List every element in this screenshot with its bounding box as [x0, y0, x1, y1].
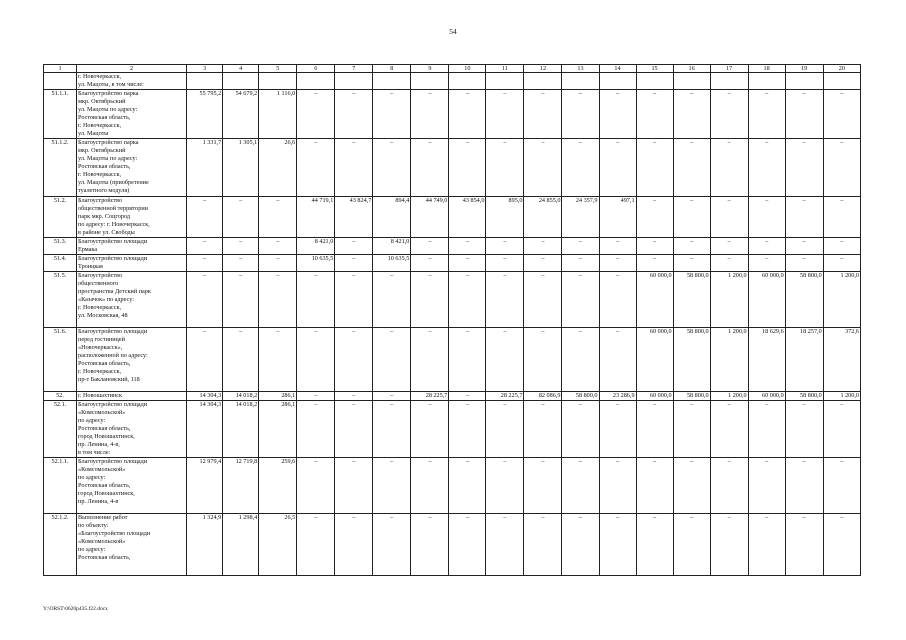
value-cell: –	[373, 392, 411, 401]
table-row	[44, 90, 861, 139]
value-cell: –	[524, 272, 562, 328]
value-cell: 14 304,3	[187, 392, 223, 401]
value-cell: –	[411, 238, 449, 255]
value-cell: –	[599, 328, 636, 392]
value-cell: –	[449, 392, 486, 401]
value-cell: –	[223, 272, 259, 328]
table-row	[44, 514, 861, 576]
value-cell: –	[411, 401, 449, 458]
column-number-cell: 12	[524, 65, 562, 73]
value-cell: –	[335, 238, 373, 255]
value-cell: 1 298,4	[223, 514, 259, 576]
row-number-cell: 51.5.	[44, 272, 77, 328]
row-number-cell: 52.1.1.	[44, 458, 77, 514]
description-cell: Благоустройство площади Ермака	[77, 238, 187, 255]
value-cell: –	[673, 197, 710, 238]
row-number-cell: 52.	[44, 392, 77, 401]
value-cell: –	[297, 272, 335, 328]
value-cell: 58 800,0	[562, 392, 599, 401]
column-number-cell: 9	[411, 65, 449, 73]
value-cell: 497,1	[599, 197, 636, 238]
value-cell: –	[411, 272, 449, 328]
description-cell: Благоустройство парка мкр. Октябрьский ул. Мацоты по адресу: Ростовская область, г. Новочеркасск, ул. Мацоты (приобретение туалетного модуля)	[77, 139, 187, 197]
value-cell	[223, 73, 259, 90]
value-cell	[748, 73, 785, 90]
value-cell: –	[449, 255, 486, 272]
value-cell	[297, 73, 335, 90]
value-cell: –	[335, 458, 373, 514]
column-number-cell: 3	[187, 65, 223, 73]
value-cell: 55 795,2	[187, 90, 223, 139]
value-cell: –	[335, 90, 373, 139]
value-cell: –	[486, 401, 524, 458]
column-number-cell: 19	[785, 65, 823, 73]
value-cell: 14 304,3	[187, 401, 223, 458]
value-cell: 60 000,0	[636, 272, 673, 328]
row-number-cell	[44, 73, 77, 90]
value-cell: –	[562, 139, 599, 197]
value-cell: 1 200,0	[710, 392, 748, 401]
value-cell: 12 719,8	[223, 458, 259, 514]
value-cell: –	[524, 514, 562, 576]
value-cell: 60 000,0	[636, 392, 673, 401]
value-cell: –	[335, 392, 373, 401]
value-cell: –	[223, 328, 259, 392]
description-cell: г. Новочеркасск, ул. Мацоты, в том числе:	[77, 73, 187, 90]
value-cell: –	[823, 197, 860, 238]
value-cell	[335, 73, 373, 90]
value-cell: –	[411, 328, 449, 392]
value-cell: 10 635,5	[297, 255, 335, 272]
value-cell: –	[710, 90, 748, 139]
description-cell: Благоустройство площади «Комсомольской» по адресу: Ростовская область, город Новошахтинск, пр. Ленина, 4-в, в том числе:	[77, 401, 187, 458]
value-cell	[373, 73, 411, 90]
value-cell: –	[335, 328, 373, 392]
value-cell: –	[486, 514, 524, 576]
value-cell: –	[297, 514, 335, 576]
value-cell: –	[562, 90, 599, 139]
value-cell: –	[373, 272, 411, 328]
value-cell: 1 200,0	[710, 272, 748, 328]
row-number-cell: 51.2.	[44, 197, 77, 238]
value-cell: 24 855,0	[524, 197, 562, 238]
value-cell: 14 018,2	[223, 401, 259, 458]
value-cell: –	[259, 255, 297, 272]
value-cell: –	[486, 272, 524, 328]
value-cell: 1 331,7	[187, 139, 223, 197]
row-number-cell: 51.3.	[44, 238, 77, 255]
value-cell: –	[187, 255, 223, 272]
value-cell: –	[785, 139, 823, 197]
value-cell: –	[636, 255, 673, 272]
column-number-cell: 1	[44, 65, 77, 73]
column-number-cell: 6	[297, 65, 335, 73]
table-row	[44, 139, 861, 197]
value-cell: –	[411, 90, 449, 139]
value-cell: –	[373, 458, 411, 514]
description-cell: г. Новошахтинск	[77, 392, 187, 401]
value-cell: –	[636, 139, 673, 197]
value-cell: –	[823, 238, 860, 255]
page-number: 54	[449, 27, 457, 36]
value-cell: –	[599, 458, 636, 514]
value-cell: –	[636, 238, 673, 255]
value-cell: –	[335, 139, 373, 197]
value-cell: –	[187, 272, 223, 328]
table-row	[44, 272, 861, 328]
value-cell: –	[373, 401, 411, 458]
value-cell: –	[785, 197, 823, 238]
value-cell: –	[524, 90, 562, 139]
column-number-cell: 17	[710, 65, 748, 73]
value-cell	[259, 73, 297, 90]
value-cell: –	[297, 139, 335, 197]
value-cell: 1 305,1	[223, 139, 259, 197]
value-cell: –	[748, 255, 785, 272]
value-cell: –	[673, 139, 710, 197]
value-cell: 1 200,0	[823, 392, 860, 401]
column-number-cell: 10	[449, 65, 486, 73]
row-number-cell: 51.4.	[44, 255, 77, 272]
value-cell: –	[599, 514, 636, 576]
value-cell: –	[673, 238, 710, 255]
value-cell: 54 679,2	[223, 90, 259, 139]
value-cell: –	[673, 255, 710, 272]
value-cell: –	[673, 90, 710, 139]
value-cell: –	[335, 401, 373, 458]
value-cell: –	[673, 514, 710, 576]
column-number-cell: 2	[77, 65, 187, 73]
value-cell: –	[748, 238, 785, 255]
value-cell: –	[562, 458, 599, 514]
table-row	[44, 197, 861, 238]
value-cell: –	[486, 458, 524, 514]
value-cell	[562, 73, 599, 90]
value-cell: –	[562, 238, 599, 255]
value-cell	[187, 73, 223, 90]
table-row	[44, 401, 861, 458]
value-cell	[411, 73, 449, 90]
value-cell: –	[524, 458, 562, 514]
value-cell: –	[710, 514, 748, 576]
value-cell: 1 116,0	[259, 90, 297, 139]
value-cell: –	[449, 139, 486, 197]
value-cell: –	[486, 238, 524, 255]
value-cell: –	[411, 255, 449, 272]
value-cell	[710, 73, 748, 90]
column-number-cell: 14	[599, 65, 636, 73]
table-row	[44, 73, 861, 90]
value-cell: –	[823, 401, 860, 458]
value-cell: –	[524, 255, 562, 272]
value-cell: 60 000,0	[748, 392, 785, 401]
value-cell	[449, 73, 486, 90]
value-cell: –	[486, 255, 524, 272]
value-cell: –	[710, 255, 748, 272]
value-cell: –	[486, 328, 524, 392]
value-cell: –	[411, 514, 449, 576]
value-cell: –	[710, 139, 748, 197]
budget-table	[43, 64, 861, 576]
value-cell: –	[599, 255, 636, 272]
value-cell: –	[297, 328, 335, 392]
value-cell: –	[259, 197, 297, 238]
column-number-cell: 5	[259, 65, 297, 73]
row-number-cell: 51.1.1.	[44, 90, 77, 139]
value-cell: –	[486, 139, 524, 197]
column-number-cell: 15	[636, 65, 673, 73]
value-cell: 894,4	[373, 197, 411, 238]
value-cell: –	[524, 139, 562, 197]
value-cell: 43 854,0	[449, 197, 486, 238]
value-cell: –	[823, 514, 860, 576]
value-cell: –	[785, 401, 823, 458]
value-cell: –	[562, 328, 599, 392]
column-number-cell: 13	[562, 65, 599, 73]
description-cell: Благоустройство общественного пространства Детский парк «Казачок» по адресу: г. Новочеркасск, ул. Московская, 48	[77, 272, 187, 328]
value-cell: –	[710, 197, 748, 238]
value-cell: 372,6	[823, 328, 860, 392]
value-cell: –	[636, 458, 673, 514]
description-cell: Благоустройство площади Троицкая	[77, 255, 187, 272]
value-cell: 895,0	[486, 197, 524, 238]
value-cell: –	[449, 401, 486, 458]
value-cell: –	[636, 401, 673, 458]
footer-file-path: Y:\ORST\0620p435.f22.docx	[43, 606, 108, 612]
value-cell: 1 200,0	[710, 328, 748, 392]
column-number-cell: 18	[748, 65, 785, 73]
value-cell: –	[785, 514, 823, 576]
description-cell: Выполнение работ по объекту: «Благоустройство площади «Комсомольской» по адресу: Ростовская область,	[77, 514, 187, 576]
value-cell: 60 000,0	[636, 328, 673, 392]
value-cell: –	[223, 197, 259, 238]
value-cell: 26,5	[259, 514, 297, 576]
value-cell: –	[785, 90, 823, 139]
description-cell: Благоустройство общественной территории парк мкр. Соцгород по адресу: г. Новочеркасск, в районе ул. Свободы	[77, 197, 187, 238]
value-cell: –	[785, 255, 823, 272]
value-cell	[599, 73, 636, 90]
row-number-cell: 52.1.2.	[44, 514, 77, 576]
value-cell: –	[710, 458, 748, 514]
value-cell: 28 225,7	[411, 392, 449, 401]
value-cell: –	[673, 401, 710, 458]
row-number-cell: 51.6.	[44, 328, 77, 392]
value-cell: 82 086,9	[524, 392, 562, 401]
column-number-cell: 7	[335, 65, 373, 73]
value-cell: 44 719,1	[297, 197, 335, 238]
value-cell: –	[562, 401, 599, 458]
value-cell: –	[223, 255, 259, 272]
value-cell: –	[486, 90, 524, 139]
value-cell: –	[748, 401, 785, 458]
value-cell: 60 000,0	[748, 272, 785, 328]
value-cell: –	[748, 458, 785, 514]
value-cell: –	[636, 197, 673, 238]
value-cell: –	[373, 514, 411, 576]
value-cell: –	[297, 90, 335, 139]
column-number-cell: 11	[486, 65, 524, 73]
value-cell: –	[562, 255, 599, 272]
value-cell: –	[187, 197, 223, 238]
table-row	[44, 392, 861, 401]
value-cell: 23 286,9	[599, 392, 636, 401]
value-cell: –	[710, 401, 748, 458]
column-number-cell: 20	[823, 65, 860, 73]
value-cell	[636, 73, 673, 90]
value-cell: –	[373, 328, 411, 392]
value-cell: 286,1	[259, 401, 297, 458]
value-cell: 58 800,0	[785, 392, 823, 401]
row-number-cell: 51.1.2.	[44, 139, 77, 197]
value-cell: 58 800,0	[785, 272, 823, 328]
value-cell: 58 800,0	[673, 392, 710, 401]
value-cell: –	[823, 90, 860, 139]
value-cell: –	[748, 139, 785, 197]
value-cell: –	[449, 514, 486, 576]
value-cell: 1 200,0	[823, 272, 860, 328]
value-cell: –	[599, 401, 636, 458]
value-cell: –	[449, 272, 486, 328]
value-cell: –	[187, 238, 223, 255]
value-cell: –	[599, 238, 636, 255]
value-cell: –	[823, 458, 860, 514]
value-cell: –	[297, 458, 335, 514]
value-cell: –	[524, 328, 562, 392]
value-cell: –	[636, 90, 673, 139]
value-cell: –	[335, 272, 373, 328]
value-cell: 10 635,5	[373, 255, 411, 272]
column-number-row	[44, 65, 861, 73]
value-cell: 24 357,9	[562, 197, 599, 238]
row-number-cell: 52.1.	[44, 401, 77, 458]
column-number-cell: 16	[673, 65, 710, 73]
value-cell	[785, 73, 823, 90]
value-cell: 43 824,7	[335, 197, 373, 238]
value-cell: –	[748, 514, 785, 576]
value-cell: –	[599, 272, 636, 328]
value-cell: –	[748, 90, 785, 139]
value-cell: –	[187, 328, 223, 392]
table-row	[44, 255, 861, 272]
value-cell: –	[562, 272, 599, 328]
value-cell: 12 979,4	[187, 458, 223, 514]
value-cell: –	[449, 90, 486, 139]
description-cell: Благоустройство парка мкр. Октябрьский ул. Мацоты по адресу: Ростовская область, г. Новочеркасск, ул. Мацоты	[77, 90, 187, 139]
value-cell: –	[562, 514, 599, 576]
value-cell: –	[373, 90, 411, 139]
value-cell: 14 018,2	[223, 392, 259, 401]
value-cell: –	[823, 255, 860, 272]
value-cell: 44 749,0	[411, 197, 449, 238]
value-cell: 18 629,6	[748, 328, 785, 392]
value-cell: –	[710, 238, 748, 255]
value-cell: 26,6	[259, 139, 297, 197]
value-cell: –	[259, 238, 297, 255]
value-cell: –	[785, 238, 823, 255]
value-cell: 58 800,0	[673, 328, 710, 392]
value-cell	[673, 73, 710, 90]
column-number-cell: 4	[223, 65, 259, 73]
value-cell: 259,6	[259, 458, 297, 514]
value-cell: –	[524, 238, 562, 255]
value-cell: –	[785, 458, 823, 514]
value-cell: –	[297, 401, 335, 458]
value-cell: –	[335, 514, 373, 576]
value-cell: –	[259, 272, 297, 328]
value-cell: –	[373, 139, 411, 197]
value-cell: –	[599, 139, 636, 197]
value-cell: 286,1	[259, 392, 297, 401]
value-cell: 18 257,0	[785, 328, 823, 392]
value-cell: –	[524, 401, 562, 458]
value-cell: 28 225,7	[486, 392, 524, 401]
value-cell: 8 421,0	[373, 238, 411, 255]
table-row	[44, 458, 861, 514]
description-cell: Благоустройство площади «Комсомольской» по адресу: Ростовская область, город Новошахтинск, пр. Ленина, 4-в	[77, 458, 187, 514]
value-cell: –	[223, 238, 259, 255]
value-cell: 8 421,0	[297, 238, 335, 255]
value-cell: –	[449, 458, 486, 514]
column-number-cell: 8	[373, 65, 411, 73]
value-cell: –	[411, 139, 449, 197]
value-cell	[823, 73, 860, 90]
value-cell: –	[599, 90, 636, 139]
value-cell: –	[673, 458, 710, 514]
value-cell	[524, 73, 562, 90]
value-cell: –	[823, 139, 860, 197]
value-cell: –	[259, 328, 297, 392]
value-cell: 58 800,0	[673, 272, 710, 328]
table-row	[44, 328, 861, 392]
value-cell	[486, 73, 524, 90]
table-row	[44, 238, 861, 255]
value-cell: –	[335, 255, 373, 272]
value-cell: –	[411, 458, 449, 514]
value-cell: –	[748, 197, 785, 238]
value-cell: –	[297, 392, 335, 401]
value-cell: –	[636, 514, 673, 576]
description-cell: Благоустройство площади перед гостиницей «Новочеркасск», расположенной по адресу: Ростовская область, г. Новочеркасск, пр-т Баклановский, 118	[77, 328, 187, 392]
value-cell: –	[449, 328, 486, 392]
value-cell: –	[449, 238, 486, 255]
value-cell: 1 324,9	[187, 514, 223, 576]
